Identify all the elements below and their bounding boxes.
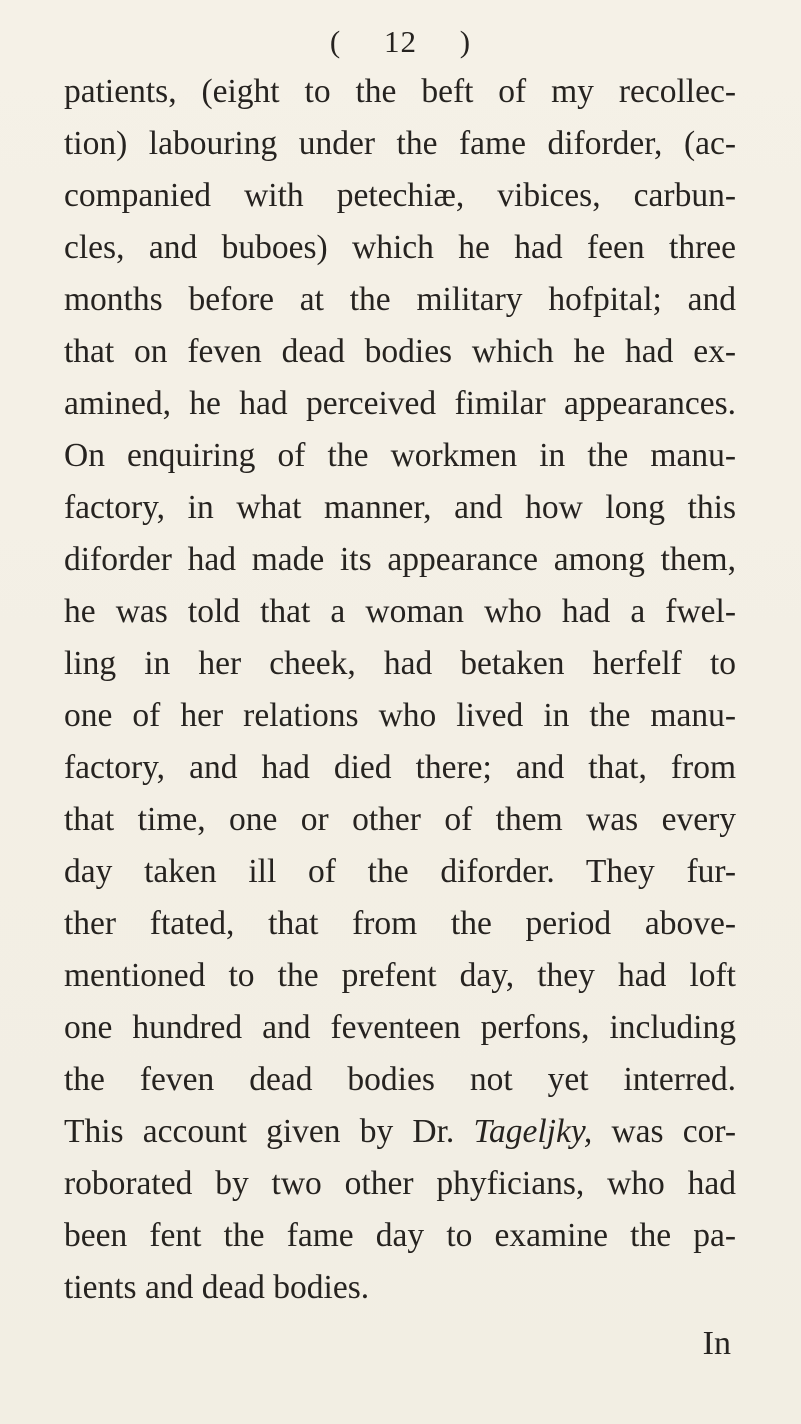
text-line-20: the feven dead bodies not yet interred.	[64, 1061, 736, 1098]
text-line-18: mentioned to the prefent day, they had loft	[64, 957, 736, 994]
text-line-9: factory, in what manner, and how long this	[64, 489, 736, 526]
text-line-23: been fent the fame day to examine the pa-	[64, 1217, 736, 1254]
catchword: In	[702, 1325, 731, 1362]
body-text	[64, 66, 736, 1314]
text-line-13: one of her relations who lived in the manu-	[64, 697, 736, 734]
page-number-close-paren: )	[459, 24, 472, 59]
text-line-8: On enquiring of the workmen in the manu-	[64, 437, 736, 474]
page-number-value: 12	[384, 24, 417, 59]
text-line-3: companied with petechiæ, vibices, carbun-	[64, 177, 736, 214]
text-line-21-end: was cor-	[611, 1113, 736, 1150]
text-line-15: that time, one or other of them was every	[64, 801, 736, 838]
text-line-1: patients, (eight to the beft of my recollec-	[64, 73, 736, 110]
text-line-4: cles, and buboes) which he had feen three	[64, 229, 736, 266]
text-line-24: tients and dead bodies.	[64, 1269, 370, 1306]
text-line-19: one hundred and feventeen perfons, including	[64, 1009, 736, 1046]
text-line-16: day taken ill of the diforder. They fur-	[64, 853, 736, 890]
text-line-21	[64, 1106, 736, 1158]
text-line-11: he was told that a woman who had a fwel-	[64, 593, 736, 630]
page-number	[0, 26, 801, 57]
text-line-12: ling in her cheek, had betaken herfelf to	[64, 645, 736, 682]
text-line-2: tion) labouring under the fame diforder, (ac-	[64, 125, 736, 162]
text-line-6: that on feven dead bodies which he had ex-	[64, 333, 736, 370]
text-line-14: factory, and had died there; and that, from	[64, 749, 736, 786]
person-name: Tageljky,	[473, 1113, 593, 1150]
text-line-5: months before at the military hofpital; and	[64, 281, 736, 318]
text-line-10: diforder had made its appearance among them,	[64, 541, 736, 578]
text-line-7: amined, he had perceived fimilar appearances.	[64, 385, 736, 422]
text-line-17: ther ftated, that from the period above-	[64, 905, 736, 942]
text-line-22: roborated by two other phyficians, who had	[64, 1165, 736, 1202]
text-line-21-start: This account given by Dr.	[64, 1113, 455, 1150]
page-number-open-paren: (	[329, 24, 342, 59]
